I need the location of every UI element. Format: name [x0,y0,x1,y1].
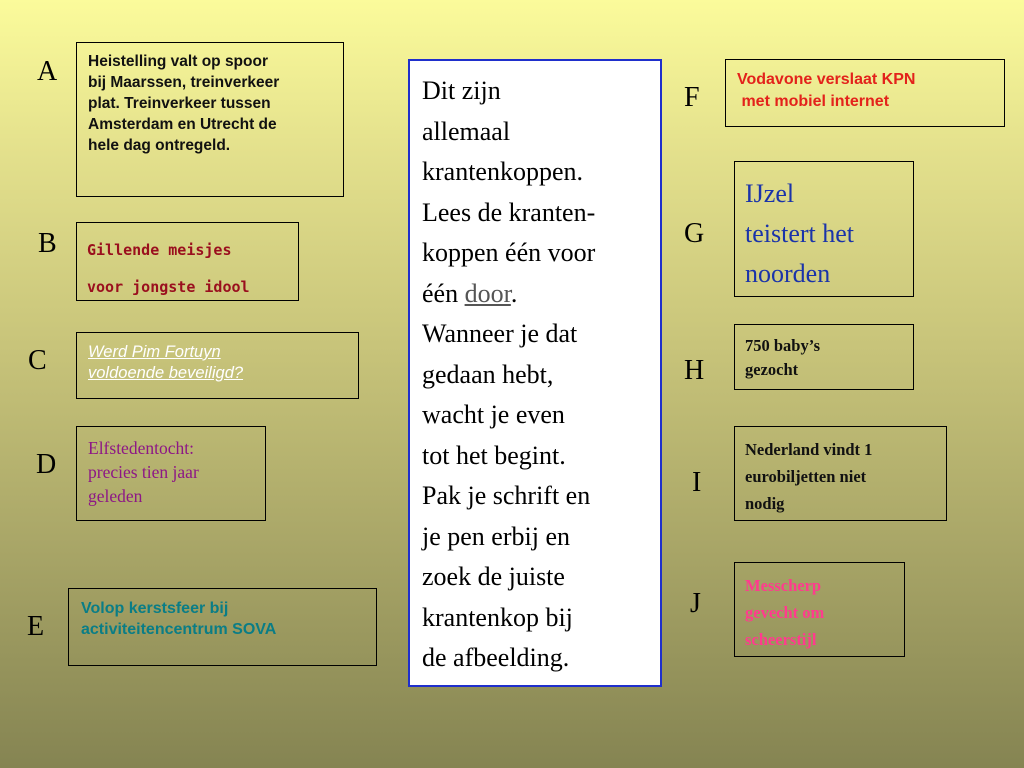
instructions-line: tot het begint. [422,440,566,470]
headline-d-line: precies tien jaar [88,462,199,482]
headline-i-line: Nederland vindt 1 [745,440,873,459]
label-e: E [27,611,45,642]
instructions-line: zoek de juiste [422,562,565,591]
instructions-line: krantenkoppen. [422,157,584,186]
instructions-line: de afbeelding. [422,643,570,672]
label-h: H [684,355,705,386]
headline-a-line: hele dag ontregeld. [88,137,231,154]
headline-h-line: 750 baby’s [745,336,821,355]
headline-f-line: met mobiel internet [737,93,890,110]
label-g: G [684,218,705,249]
headline-h-line: gezocht [745,360,799,379]
instructions-line: wacht je even [422,400,565,429]
label-c: C [28,345,47,376]
instructions-line: allemaal [422,116,511,146]
door-prefix: één [422,278,465,308]
headline-i-line: nodig [745,494,785,513]
headline-box-e [68,588,377,666]
instructions-line: Lees de kranten- [422,197,596,227]
headline-g-line: IJzel [745,179,795,208]
headline-box-i [734,426,947,521]
instructions-line: krantenkop bij [422,602,573,632]
instructions-door-line [422,274,660,315]
headline-b-line: Gillende meisjes [87,241,232,259]
instructions-line: Dit zijn [422,76,501,105]
instructions-line: Pak je schrift en [422,481,591,510]
headline-box-c [76,332,359,399]
door-suffix: . [510,278,518,308]
headline-box-d [76,426,266,521]
headline-c-line: voldoende beveiligd? [88,364,244,382]
label-f: F [684,82,700,113]
headline-a-line: plat. Treinverkeer tussen [88,95,271,112]
headline-i-line: eurobiljetten niet [745,467,867,486]
headline-c-line: Werd Pim Fortuyn [88,343,221,361]
headline-b-line: voor jongste idool [87,278,250,296]
headline-j-line: Messcherp [745,576,822,595]
headline-box-b [76,222,299,301]
headline-a-line: Heistelling valt op spoor [88,53,268,70]
label-a: A [37,56,58,87]
label-i: I [692,467,702,498]
headline-box-a [76,42,344,197]
headline-box-j [734,562,905,657]
headline-e-line: activiteitencentrum SOVA [81,621,277,638]
headline-g-line: noorden [745,259,831,288]
headline-j-line: gevecht om [745,603,825,622]
headline-box-h [734,324,914,390]
headline-f-line: Vodavone verslaat KPN [737,71,916,88]
headline-d-line: Elfstedentocht: [88,438,194,458]
headline-e-line: Volop kerstsfeer bij [81,600,229,617]
instructions-panel [408,59,662,687]
headline-a-line: bij Maarssen, treinverkeer [88,74,280,91]
label-b: B [38,228,57,259]
label-j: J [690,588,701,619]
instructions-line: koppen één voor [422,238,596,267]
headline-d-line: geleden [88,486,143,506]
headline-g-line: teistert het [745,219,855,248]
instructions-line: Wanneer je dat [422,319,578,348]
headline-j-line: scheerstijl [745,630,817,649]
headline-a-line: Amsterdam en Utrecht de [88,116,277,133]
door-link[interactable]: door [464,278,511,308]
headline-box-f [725,59,1005,127]
instructions-line: je pen erbij en [422,521,570,551]
label-d: D [36,449,57,480]
headline-box-g [734,161,914,297]
instructions-line: gedaan hebt, [422,359,554,389]
